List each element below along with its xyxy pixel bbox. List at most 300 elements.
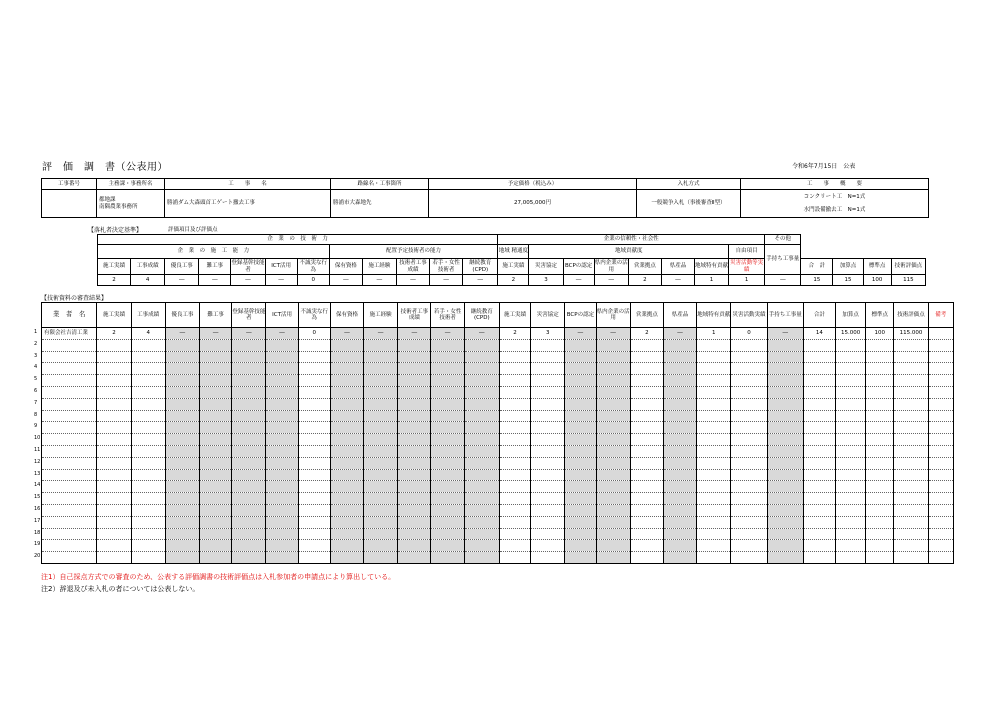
result-cell: [565, 410, 596, 422]
result-cell: [894, 504, 928, 516]
result-cell: [266, 386, 298, 398]
result-cell: [464, 339, 499, 351]
result-cell: [464, 469, 499, 481]
result-cell: [398, 552, 431, 564]
result-cell: [431, 493, 464, 505]
res-col: BCPの認定: [565, 303, 596, 328]
result-cell: [97, 363, 131, 375]
result-cell: [298, 540, 330, 552]
result-cell: [836, 516, 866, 528]
result-cell: [298, 363, 330, 375]
result-cell: [663, 493, 696, 505]
result-cell: [836, 375, 866, 387]
result-cell: [232, 398, 266, 410]
result-cell: [866, 351, 894, 363]
result-cell: [200, 481, 232, 493]
table-row: [42, 493, 954, 505]
result-cell: [499, 504, 530, 516]
result-cell: [431, 469, 464, 481]
result-cell: [731, 375, 767, 387]
crit-col: ICT活用: [265, 259, 297, 275]
result-cell: [398, 351, 431, 363]
result-cell: [731, 410, 767, 422]
result-cell: [630, 375, 663, 387]
res-col: 標準点: [866, 303, 894, 328]
result-cell: [398, 481, 431, 493]
result-cell: [298, 434, 330, 446]
result-cell: [97, 398, 131, 410]
result-cell: 4: [131, 328, 165, 340]
result-cell: [298, 493, 330, 505]
result-cell: [330, 351, 363, 363]
result-cell: [866, 493, 894, 505]
res-col: 若手・女性技術者: [431, 303, 464, 328]
result-cell: [398, 528, 431, 540]
result-cell: [894, 410, 928, 422]
result-cell: [928, 540, 953, 552]
result-cell: [836, 528, 866, 540]
result-cell: [431, 363, 464, 375]
result-cell: [565, 351, 596, 363]
res-col: 施工経験: [364, 303, 398, 328]
result-cell: [836, 445, 866, 457]
result-cell: [298, 410, 330, 422]
crit-col: 災害活動等実績: [730, 260, 764, 273]
result-cell: [431, 540, 464, 552]
result-cell: [663, 410, 696, 422]
result-cell: [131, 375, 165, 387]
crit-value: 2: [98, 275, 131, 286]
result-cell: [165, 410, 199, 422]
result-cell: [165, 398, 199, 410]
result-cell: [232, 528, 266, 540]
result-cell: [499, 552, 530, 564]
result-cell: [131, 410, 165, 422]
result-cell: [630, 339, 663, 351]
result-cell: [464, 481, 499, 493]
result-cell: [928, 469, 953, 481]
result-cell: [565, 363, 596, 375]
result-cell: [928, 375, 953, 387]
result-cell: [894, 457, 928, 469]
result-cell: [266, 457, 298, 469]
result-cell: [200, 552, 232, 564]
result-cell: [298, 457, 330, 469]
result-cell: [928, 339, 953, 351]
vendor-name-cell: 有限会社吉清工業: [42, 328, 97, 340]
crit-col: 施工実績: [498, 259, 529, 275]
result-cell: [630, 386, 663, 398]
result-cell: [298, 528, 330, 540]
result-cell: [596, 351, 630, 363]
res-col: 県産品: [663, 303, 696, 328]
result-cell: [630, 552, 663, 564]
result-cell: [731, 445, 767, 457]
result-cell: [663, 469, 696, 481]
result-cell: [767, 422, 803, 434]
result-cell: [767, 386, 803, 398]
vendor-name-cell: [42, 552, 97, 564]
result-cell: [531, 445, 565, 457]
project-info-table: [41, 178, 929, 218]
result-cell: [330, 422, 363, 434]
result-cell: [894, 445, 928, 457]
result-cell: [398, 363, 431, 375]
result-cell: [836, 363, 866, 375]
result-cell: [697, 434, 731, 446]
result-cell: [866, 363, 894, 375]
result-cell: [767, 434, 803, 446]
result-cell: [232, 363, 266, 375]
row-number: 4: [34, 364, 38, 371]
result-cell: [836, 493, 866, 505]
crit-value: ―: [199, 275, 231, 286]
res-col: 登録基幹技能者: [232, 303, 266, 328]
result-cell: [803, 398, 835, 410]
result-cell: [928, 398, 953, 410]
result-cell: [803, 386, 835, 398]
vendor-name-cell: [42, 386, 97, 398]
result-cell: [836, 386, 866, 398]
result-cell: [200, 528, 232, 540]
result-cell: [266, 363, 298, 375]
project-name: 勝浦ダム大森頭首工ゲート撤去工事: [165, 190, 331, 218]
group-tech: 企 業 の 技 術 力: [98, 235, 498, 245]
label-office: 主務課・事務所名: [97, 179, 165, 190]
result-cell: [131, 422, 165, 434]
result-cell: [464, 410, 499, 422]
result-cell: [565, 457, 596, 469]
result-cell: [330, 493, 363, 505]
crit-value: 15: [801, 275, 833, 286]
result-cell: [431, 351, 464, 363]
row-number: 2: [34, 340, 38, 347]
result-cell: [866, 434, 894, 446]
result-cell: [330, 552, 363, 564]
result-cell: 14: [803, 328, 835, 340]
result-cell: [330, 481, 363, 493]
crit-col: 加算点: [833, 259, 863, 275]
row-number: 17: [34, 517, 41, 524]
result-cell: [531, 528, 565, 540]
result-cell: [866, 398, 894, 410]
vendor-name-cell: [42, 434, 97, 446]
result-cell: [596, 552, 630, 564]
result-cell: [131, 386, 165, 398]
result-cell: [596, 386, 630, 398]
table-row: [42, 422, 954, 434]
result-cell: [97, 504, 131, 516]
result-cell: [431, 398, 464, 410]
result-cell: [464, 457, 499, 469]
result-cell: [364, 410, 398, 422]
result-cell: [630, 445, 663, 457]
result-cell: [565, 493, 596, 505]
result-cell: [330, 469, 363, 481]
result-cell: 0: [298, 328, 330, 340]
crit-col: 技術評価点: [891, 259, 925, 275]
result-cell: [398, 386, 431, 398]
result-cell: [266, 351, 298, 363]
result-cell: [663, 398, 696, 410]
result-cell: [364, 398, 398, 410]
res-col: 加算点: [836, 303, 866, 328]
result-cell: [232, 410, 266, 422]
result-cell: 2: [630, 328, 663, 340]
result-cell: [398, 398, 431, 410]
result-cell: [266, 481, 298, 493]
result-cell: [364, 469, 398, 481]
result-cell: [803, 351, 835, 363]
table-row: [42, 339, 954, 351]
result-cell: [431, 457, 464, 469]
result-cell: [663, 552, 696, 564]
result-cell: [894, 552, 928, 564]
result-cell: [894, 422, 928, 434]
result-cell: [131, 351, 165, 363]
result-cell: [232, 351, 266, 363]
result-cell: [596, 339, 630, 351]
result-cell: [165, 516, 199, 528]
result-cell: [596, 422, 630, 434]
result-cell: [596, 398, 630, 410]
result-cell: [464, 516, 499, 528]
result-cell: [499, 434, 530, 446]
result-cell: [330, 504, 363, 516]
table-row: [42, 552, 954, 564]
result-cell: [330, 445, 363, 457]
result-cell: [499, 386, 530, 398]
result-cell: [663, 422, 696, 434]
result-cell: [266, 434, 298, 446]
table-row: [42, 504, 954, 516]
result-cell: [97, 469, 131, 481]
result-cell: [200, 540, 232, 552]
result-cell: [298, 375, 330, 387]
result-cell: [767, 540, 803, 552]
vendor-name-cell: [42, 445, 97, 457]
result-cell: [431, 410, 464, 422]
result-cell: [131, 493, 165, 505]
result-cell: [232, 469, 266, 481]
result-cell: [298, 469, 330, 481]
result-cell: [803, 469, 835, 481]
result-cell: [464, 351, 499, 363]
result-cell: [663, 540, 696, 552]
table-row: [42, 540, 954, 552]
result-cell: [531, 434, 565, 446]
result-cell: [531, 552, 565, 564]
criteria-subtitle: 評価項目及び評価点: [168, 227, 218, 233]
result-cell: [731, 386, 767, 398]
result-cell: [731, 493, 767, 505]
result-cell: [767, 493, 803, 505]
row-number: 12: [34, 458, 41, 465]
result-cell: [731, 504, 767, 516]
result-cell: [731, 339, 767, 351]
vendor-name-cell: [42, 528, 97, 540]
res-col: 技術者工事成績: [398, 303, 431, 328]
row-number: 6: [34, 388, 38, 394]
result-cell: [131, 481, 165, 493]
table-row: [42, 363, 954, 375]
vendor-name-cell: [42, 398, 97, 410]
result-cell: [165, 351, 199, 363]
result-cell: [697, 386, 731, 398]
crit-col: 技術者工事成績: [396, 259, 429, 275]
criteria-header-row: [98, 259, 926, 275]
result-cell: ―: [565, 328, 596, 340]
result-cell: [398, 410, 431, 422]
result-cell: [431, 386, 464, 398]
result-cell: [803, 363, 835, 375]
result-cell: [596, 363, 630, 375]
result-cell: [565, 445, 596, 457]
result-cell: [131, 434, 165, 446]
result-cell: [431, 375, 464, 387]
row-number: 10: [34, 435, 41, 442]
result-cell: [232, 493, 266, 505]
result-cell: [836, 422, 866, 434]
result-cell: [464, 445, 499, 457]
result-cell: [165, 386, 199, 398]
result-cell: [767, 504, 803, 516]
result-cell: [364, 339, 398, 351]
vendor-name-cell: [42, 469, 97, 481]
res-col: 災害協定: [531, 303, 565, 328]
result-cell: [531, 516, 565, 528]
criteria-values-row: [98, 275, 926, 286]
crit-value: ―: [430, 275, 463, 286]
row-number: 16: [34, 506, 41, 512]
result-cell: [298, 445, 330, 457]
col-tomochi: 手持ち工事量: [765, 245, 801, 275]
result-cell: [630, 457, 663, 469]
table-row: [42, 516, 954, 528]
row-number: 11: [34, 447, 41, 453]
result-cell: [464, 363, 499, 375]
result-cell: [431, 552, 464, 564]
result-cell: ―: [232, 328, 266, 340]
result-cell: [596, 504, 630, 516]
crit-col: 登録基幹技能者: [231, 260, 265, 273]
crit-value: ―: [329, 275, 362, 286]
result-cell: [803, 481, 835, 493]
result-cell: [232, 386, 266, 398]
result-cell: [97, 434, 131, 446]
crit-value: ―: [463, 275, 498, 286]
result-cell: [803, 339, 835, 351]
result-cell: [499, 351, 530, 363]
result-cell: [866, 410, 894, 422]
result-cell: 2: [499, 328, 530, 340]
result-cell: [464, 493, 499, 505]
result-cell: [431, 434, 464, 446]
result-cell: [731, 457, 767, 469]
result-cell: [866, 481, 894, 493]
result-cell: [803, 375, 835, 387]
result-cell: [803, 493, 835, 505]
result-cell: [266, 422, 298, 434]
result-cell: [200, 457, 232, 469]
res-col: 工事成績: [131, 303, 165, 328]
result-cell: [894, 398, 928, 410]
res-col: 営業拠点: [630, 303, 663, 328]
label-location: 路線名・工事箇所: [331, 179, 429, 190]
result-cell: [630, 351, 663, 363]
result-cell: [565, 375, 596, 387]
row-number: 19: [34, 541, 41, 548]
result-cell: [464, 552, 499, 564]
table-row: [42, 434, 954, 446]
result-cell: [165, 339, 199, 351]
crit-value: 1: [695, 275, 729, 286]
result-cell: [398, 445, 431, 457]
vendor-name-cell: [42, 351, 97, 363]
group-free: 自由項目: [729, 245, 765, 259]
res-col: 不誠実な行為: [298, 303, 330, 328]
result-cell: [596, 375, 630, 387]
result-cell: [97, 528, 131, 540]
project-location: 勝浦市大森地先: [331, 190, 429, 218]
result-cell: [200, 504, 232, 516]
result-cell: [398, 540, 431, 552]
result-cell: [131, 398, 165, 410]
result-cell: [596, 457, 630, 469]
result-cell: [663, 445, 696, 457]
result-cell: [298, 516, 330, 528]
result-cell: [266, 552, 298, 564]
result-cell: [731, 363, 767, 375]
row-number: 3: [34, 352, 38, 359]
result-cell: [431, 339, 464, 351]
crit-value: ―: [231, 275, 265, 286]
result-cell: [298, 422, 330, 434]
crit-col: 優良工事: [165, 259, 199, 275]
result-cell: [596, 540, 630, 552]
result-cell: [928, 493, 953, 505]
result-cell: [866, 540, 894, 552]
result-cell: ―: [464, 328, 499, 340]
result-cell: [894, 540, 928, 552]
result-cell: [131, 457, 165, 469]
result-cell: [894, 469, 928, 481]
crit-col: 施工実績: [98, 259, 131, 275]
result-cell: [803, 457, 835, 469]
result-cell: [630, 410, 663, 422]
res-col: 施工実績: [97, 303, 131, 328]
result-cell: [330, 398, 363, 410]
table-row: [42, 445, 954, 457]
result-cell: [767, 375, 803, 387]
result-cell: [266, 445, 298, 457]
label-number: 工事番号: [42, 179, 97, 190]
result-cell: [928, 363, 953, 375]
crit-value: 100: [863, 275, 891, 286]
result-cell: [200, 339, 232, 351]
result-cell: [165, 469, 199, 481]
result-cell: [928, 386, 953, 398]
result-cell: [97, 422, 131, 434]
result-cell: [97, 540, 131, 552]
result-cell: [928, 351, 953, 363]
result-cell: ―: [165, 328, 199, 340]
result-cell: [630, 363, 663, 375]
result-cell: [499, 516, 530, 528]
result-cell: [894, 528, 928, 540]
row-number: 9: [34, 423, 38, 430]
result-cell: 3: [531, 328, 565, 340]
